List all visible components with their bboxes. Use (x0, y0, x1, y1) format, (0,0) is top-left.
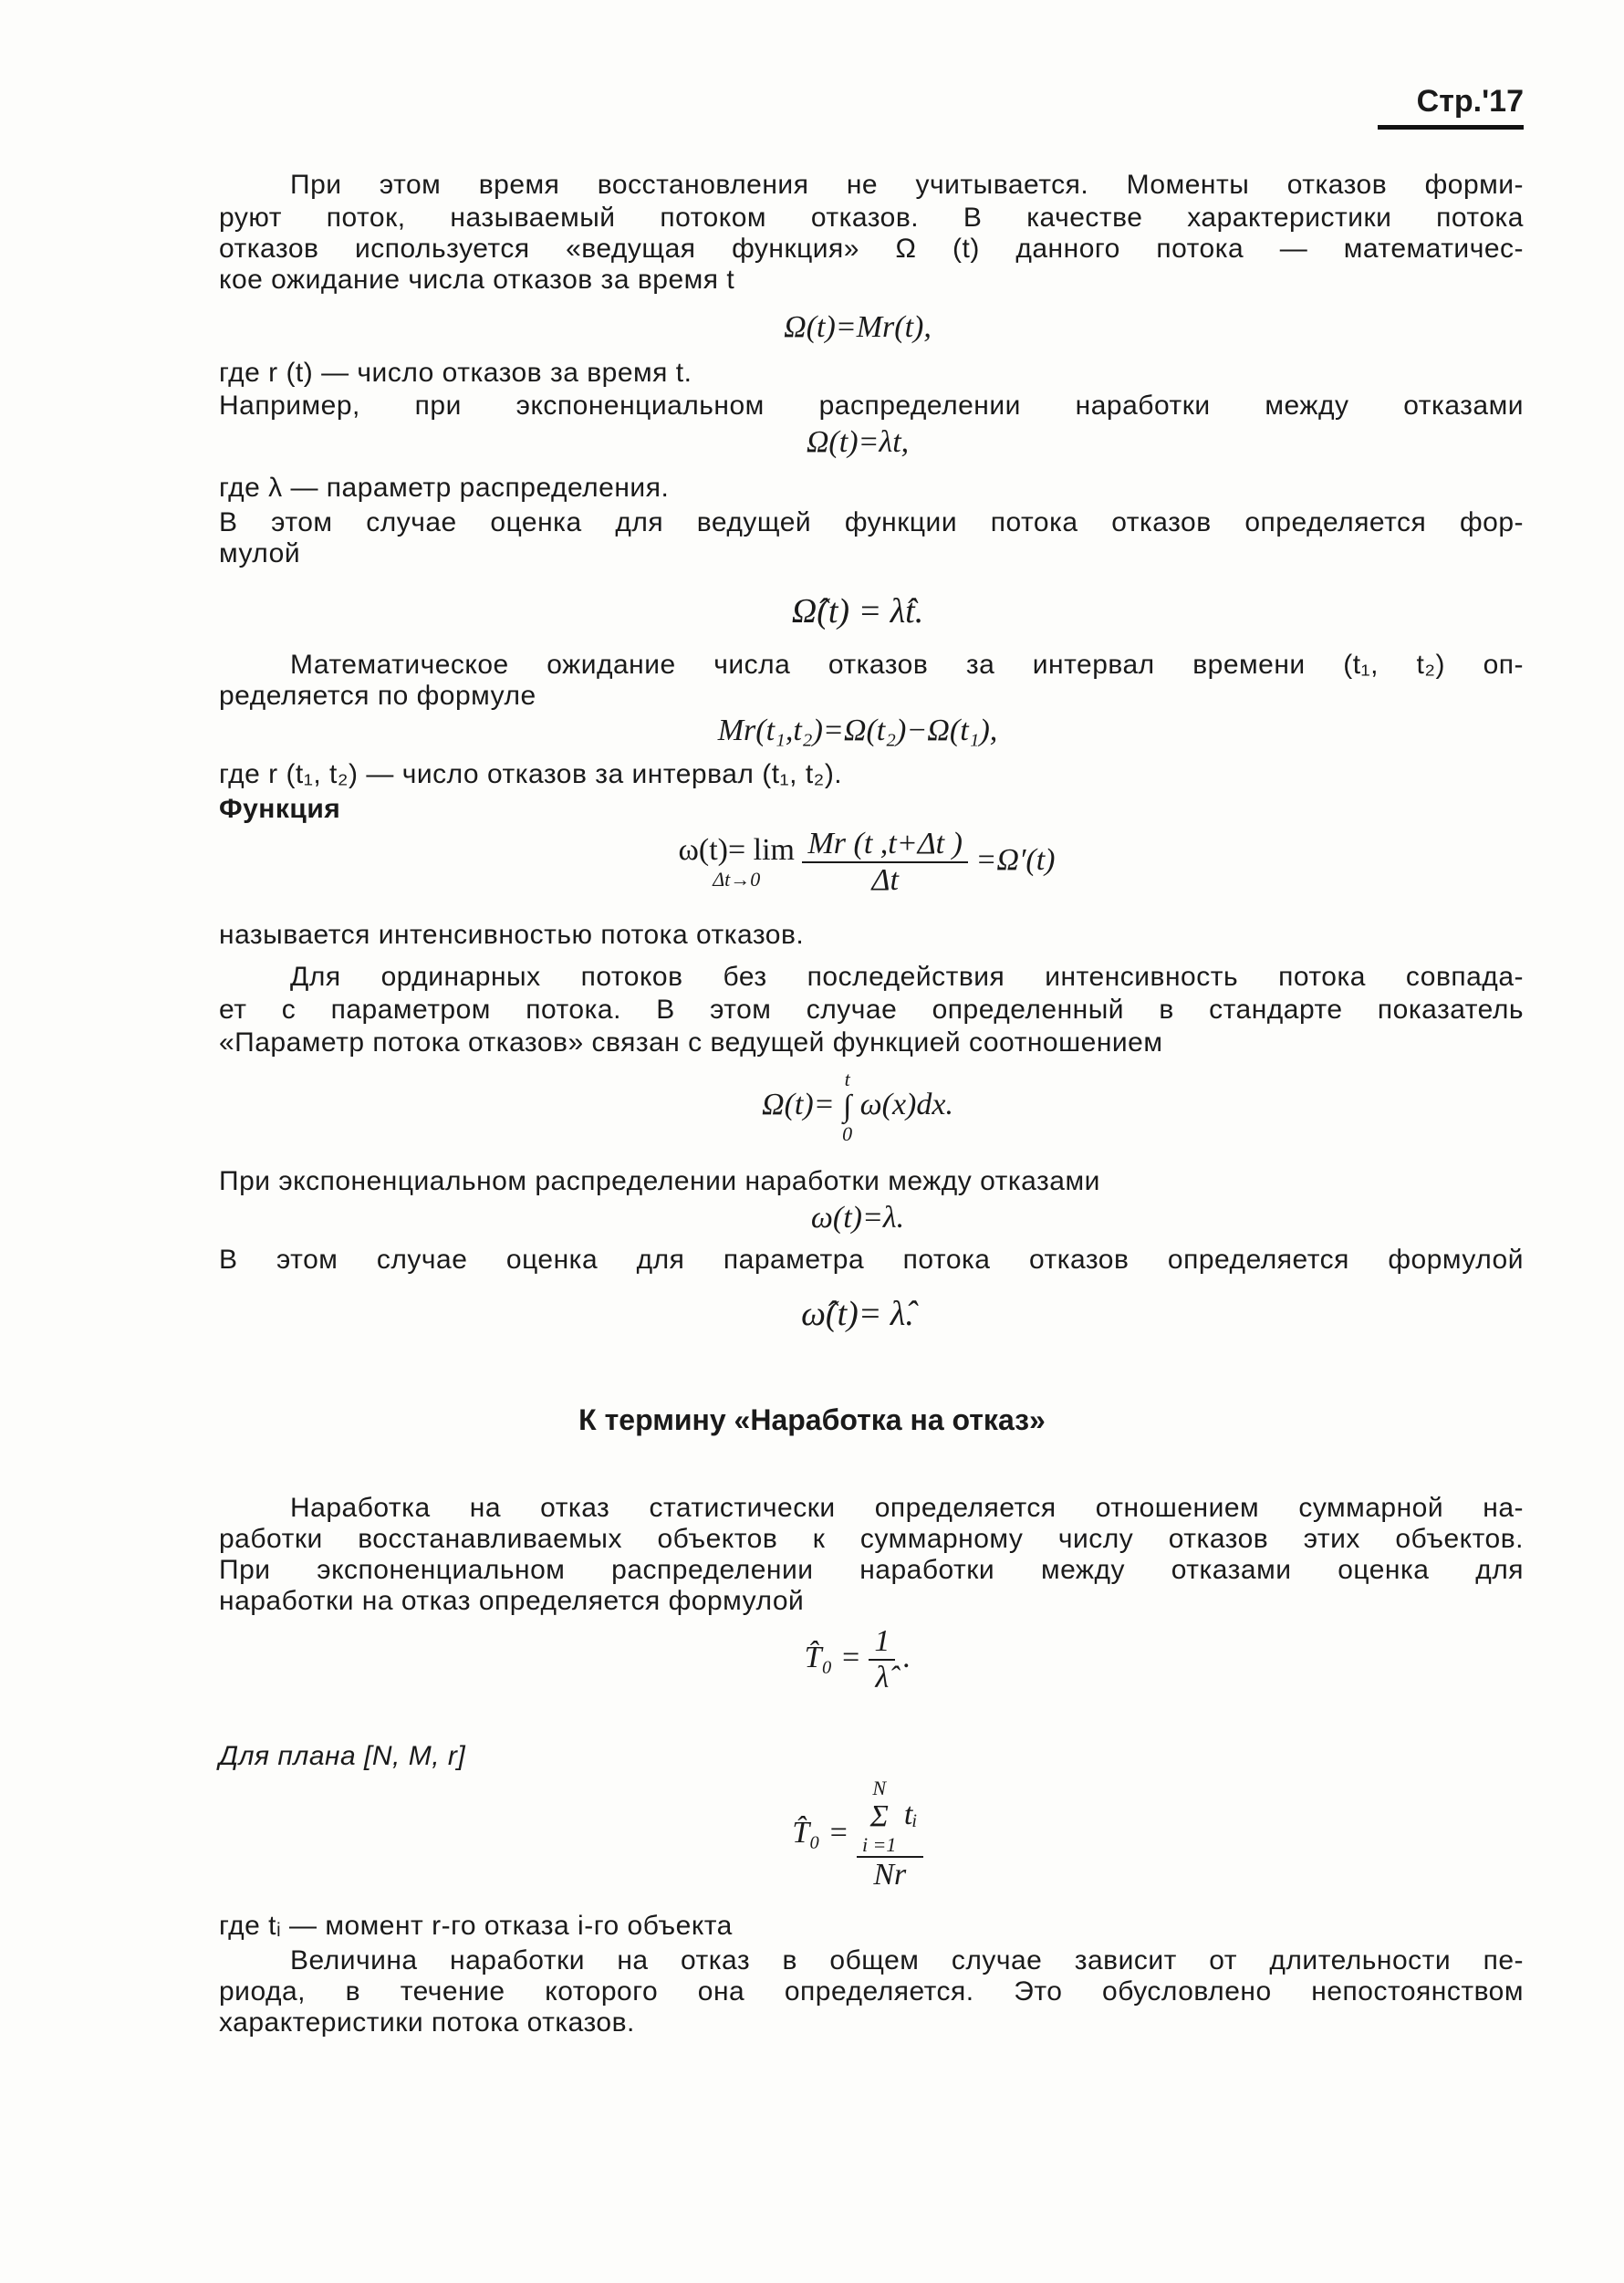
text-line: наработки на отказ определяется формулой (219, 1586, 805, 1616)
text-line: Для ординарных потоков без последействия интенсивность потока совпада- (290, 962, 1524, 992)
text-line: Наработка на отказ статистически определяется отношением суммарной на- (290, 1493, 1524, 1523)
text-line: При этом время восстановления не учитывается. Моменты отказов форми- (290, 170, 1524, 200)
text-line: Математическое ожидание числа отказов за интервал времени (t₁, t₂) оп- (290, 650, 1524, 680)
text-line: где λ — параметр распределения. (219, 473, 670, 503)
text-line: ределяется по формуле (219, 681, 536, 711)
formula-intensity: ω(t)= lim Δt→0 $\frac{Mr (t ,t+\Delta t )}{\Delta t}$ =Ω′(t) (678, 827, 1056, 897)
formula-estimate-parameter: ω̂(t)= λ̂. (801, 1295, 914, 1333)
text-line: В этом случае оценка для параметра потока отказов определяется формулой (219, 1245, 1524, 1275)
section-heading: К термину «Наработка на отказ» (578, 1403, 1046, 1436)
integral-sign: t ∫ 0 (842, 1068, 853, 1145)
formula-interval-expectation: Mr(t₁,t₂)=Ω(t₂)−Ω(t₁), (717, 714, 998, 747)
formula-parameter: ω(t)=λ. (810, 1201, 905, 1235)
text-line: кое ожидание числа отказов за время t (219, 265, 735, 295)
text-line: Например, при экспоненциальном распределении наработки между отказами (219, 391, 1524, 421)
text-line: работки восстанавливаемых объектов к суммарному числу отказов этих объектов. (219, 1524, 1524, 1554)
page-number: Стр.'17 (1378, 84, 1524, 130)
text-line: отказов используется «ведущая функция» Ω (t) данного потока — математичес- (219, 234, 1524, 264)
text-line: где r (t) — число отказов за время t. (219, 358, 692, 388)
text-line: Функция (219, 794, 341, 824)
text-line: При экспоненциальном распределении наработки между отказами (219, 1166, 1100, 1196)
text-line: ет с параметром потока. В этом случае определенный в стандарте показатель (219, 995, 1524, 1025)
formula-exponential: Ω(t)=λt, (806, 425, 910, 459)
summation: N Σ i =1 (861, 1777, 897, 1856)
text-line: риода, в течение которого она определяется. Это обусловлено непостоянством (219, 1976, 1524, 2007)
text-line: руют поток, называемый потоком отказов. В качестве характеристики потока (219, 203, 1524, 233)
text-line: В этом случае оценка для ведущей функции потока отказов определяется фор- (219, 507, 1524, 537)
text-line: «Параметр потока отказов» связан с ведущей функцией соотношением (219, 1027, 1163, 1058)
fraction: $\frac{Mr (t ,t+\Delta t )}{\Delta t}$ (802, 827, 967, 898)
formula-integral: Ω(t)= t ∫ 0 ω(x)dx. (762, 1068, 953, 1145)
text-line: Величина наработки на отказ в общем случае зависит от длительности пе- (290, 1945, 1524, 1975)
formula-mtbf-plan: T̂₀ = N Σ i =1 tᵢ Nr (630, 1777, 1086, 1892)
formula-mtbf-exponential: T̂₀ = $\frac{1}{\lambdâ}$ . (804, 1624, 911, 1694)
formula-leading-function: Ω(t)=Mr(t), (784, 310, 932, 344)
text-line: При экспоненциальном распределении наработки между отказами оценка для (219, 1555, 1524, 1585)
formula-estimate-leading-function: Ω̂(t) = λ̂t. (791, 592, 924, 631)
fraction: N Σ i =1 tᵢ Nr (857, 1777, 923, 1892)
text-line: называется интенсивностью потока отказов. (219, 920, 805, 950)
text-line: характеристики потока отказов. (219, 2007, 635, 2038)
text-line: где tᵢ — момент r-го отказа i-го объекта (219, 1911, 733, 1941)
fraction: $\frac{1}{\lambdâ}$ (869, 1624, 895, 1695)
text-line: Для плана [N, M, r] (219, 1741, 466, 1771)
text-line: мулой (219, 538, 301, 568)
limit-operator: ω(t)= lim Δt→0 (678, 833, 795, 891)
text-line: где r (t₁, t₂) — число отказов за интервал (t₁, t₂). (219, 759, 843, 789)
